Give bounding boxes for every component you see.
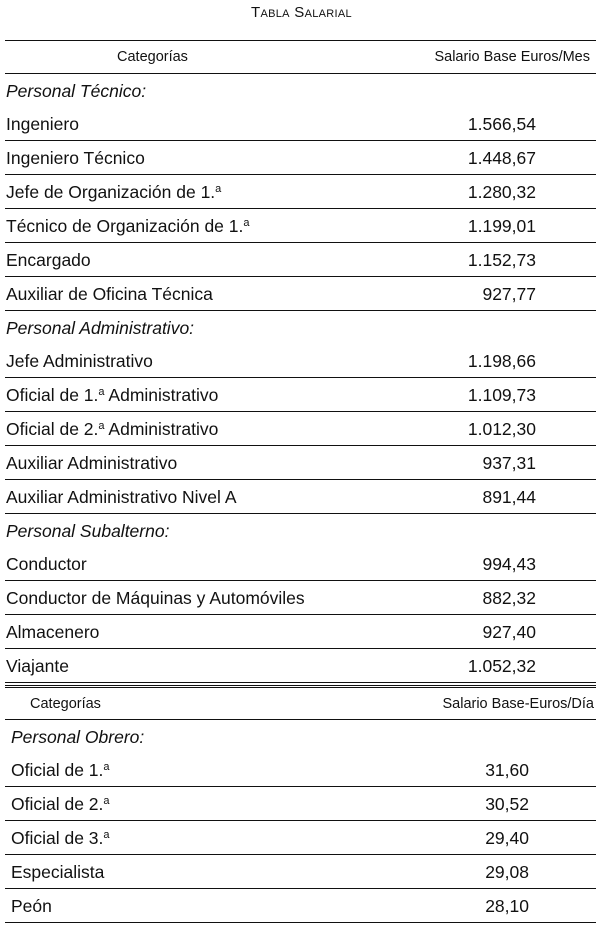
salary-value: 927,40 [482,622,536,642]
table-row [5,446,596,480]
category-name: Técnico de Organización de 1.$^a$ [6,216,250,236]
monthly-salary-table [5,40,596,683]
salary-value: 994,43 [482,554,536,574]
category-name: Auxiliar Administrativo Nivel A [6,487,237,507]
table-row [5,480,596,514]
table-row [5,581,596,615]
salary-value: 937,31 [482,453,536,473]
section-title: Personal Obrero: [11,727,145,747]
section-title: Personal Subalterno: [6,521,170,541]
category-name: Ingeniero Técnico [6,148,145,168]
category-name: Ingeniero [6,114,79,134]
salary-column-header: Salario Base-Euros/Día [442,696,594,712]
category-name: Auxiliar Administrativo [6,453,178,473]
category-name: Conductor de Máquinas y Automóviles [6,588,305,608]
table-row [5,277,596,311]
category-name: Oficial de 1.$^a$ Administrativo [6,385,219,405]
table-row [5,243,596,277]
section-heading-row [5,311,596,344]
salary-column-header: Salario Base Euros/Mes [434,49,590,65]
salary-value: 891,44 [482,487,536,507]
salary-value: 1.280,32 [467,182,536,202]
table-body [5,720,596,923]
daily-salary-table [5,685,596,923]
table-row [5,787,596,821]
page-title: Tabla Salarial [251,4,352,21]
category-name: Almacenero [6,622,100,642]
salary-value: 1.566,54 [467,114,536,134]
category-name: Encargado [6,250,91,270]
section-heading-row [5,720,596,753]
category-name: Jefe Administrativo [6,351,153,371]
table-row [5,175,596,209]
salary-value: 29,08 [485,862,529,882]
section-title: Personal Administrativo: [6,318,195,338]
section-heading-row [5,514,596,547]
table-header [5,40,596,74]
category-name: Auxiliar de Oficina Técnica [6,284,213,304]
table-body [5,74,596,683]
salary-value: 927,77 [482,284,536,304]
salary-value: 1.052,32 [467,656,536,676]
salary-value: 31,60 [485,760,529,780]
salary-value: 28,10 [485,896,529,916]
section-heading-row [5,74,596,107]
table-row [5,141,596,175]
salary-value: 1.012,30 [467,419,536,439]
table-row [5,889,596,923]
table-row [5,344,596,378]
table-row [5,412,596,446]
category-name: Peón [11,896,52,916]
category-name: Oficial de 2.$^a$ [11,794,110,814]
table-row [5,649,596,683]
category-name: Jefe de Organización de 1.$^a$ [6,182,222,202]
salary-value: 1.109,73 [467,385,536,405]
section-title: Personal Técnico: [6,81,147,101]
category-name: Oficial de 1.$^a$ [11,760,110,780]
table-row [5,209,596,243]
table-row [5,821,596,855]
category-name: Viajante [6,656,69,676]
salary-value: 30,52 [485,794,529,814]
salary-value: 29,40 [485,828,529,848]
category-name: Conductor [6,554,87,574]
category-name: Oficial de 2.$^a$ Administrativo [6,419,219,439]
salary-value: 1.199,01 [467,216,536,236]
table-row [5,547,596,581]
salary-value: 882,32 [482,588,536,608]
table-row [5,753,596,787]
table-row [5,615,596,649]
category-column-header: Categorías [30,696,101,712]
category-column-header: Categorías [117,49,188,65]
table-row [5,107,596,141]
salary-value: 1.152,73 [467,250,536,270]
table-row [5,378,596,412]
table-header [5,685,596,720]
table-row [5,855,596,889]
salary-value: 1.198,66 [467,351,536,371]
salary-value: 1.448,67 [467,148,536,168]
category-name: Especialista [11,862,105,882]
category-name: Oficial de 3.$^a$ [11,828,110,848]
